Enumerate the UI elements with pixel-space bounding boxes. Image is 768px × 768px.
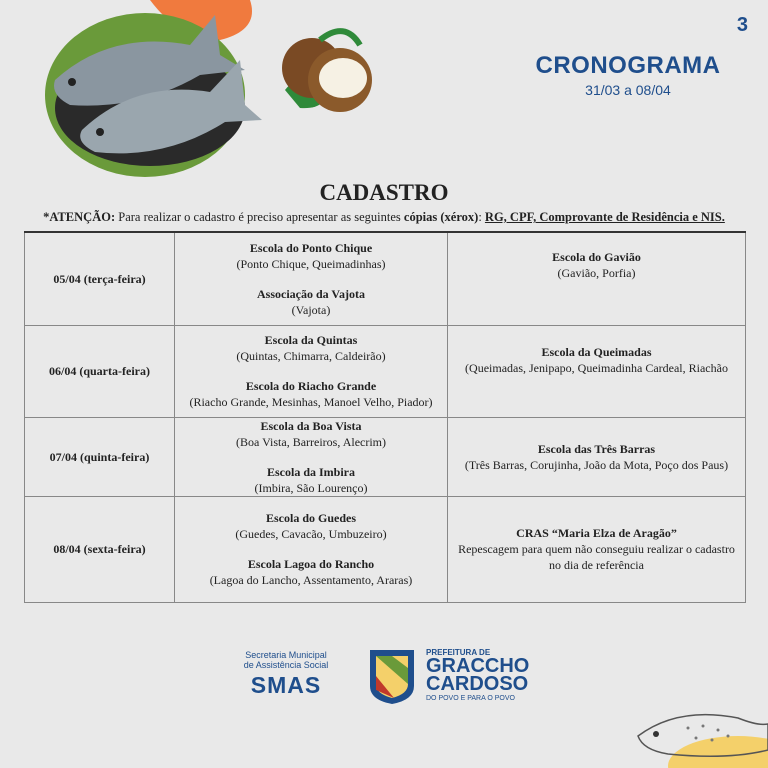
left-cell — [175, 496, 448, 602]
school-areas: (Lagoa do Lancho, Assentamento, Araras) — [209, 573, 413, 587]
row-date: 06/04 (quarta-feira) — [25, 325, 175, 417]
municipality-logo — [426, 648, 529, 702]
school-name: Associação da Vajota — [256, 286, 365, 301]
attention-label: *ATENÇÃO: — [43, 210, 116, 224]
school-name: Escola Lagoa do Rancho — [247, 557, 375, 571]
smas-line2: de Assistência Social — [243, 660, 329, 670]
school-name: Escola da Queimadas — [541, 344, 652, 359]
smas-line1: Secretaria Municipal — [245, 650, 327, 660]
header-title: CRONOGRAMA — [535, 52, 721, 79]
school-name: Escola das Três Barras — [537, 441, 656, 456]
attention-text: Para realizar o cadastro é preciso apresentar as seguintes — [115, 210, 404, 224]
school-name: Escola do Guedes — [265, 511, 356, 525]
left-cell — [175, 325, 448, 417]
school-areas: Repescagem para quem não conseguiu realizar o cadastro — [458, 542, 735, 556]
gc-prefix: PREFEITURA DE — [426, 648, 491, 657]
smas-logo — [238, 650, 334, 699]
gc-slogan: DO POVO E PARA O POVO — [426, 695, 515, 702]
school-name: Escola da Imbira — [266, 464, 355, 479]
school-areas: (Queimadas, Jenipapo, Queimadinha Cardeal, Riachão — [465, 360, 728, 375]
table-row — [25, 232, 746, 325]
section-title: CADASTRO — [319, 180, 449, 205]
footer-logos — [238, 642, 538, 712]
decorative-fish-sketch-icon — [628, 688, 768, 768]
school-name: Escola do Gavião — [552, 250, 641, 264]
school-name: Escola do Riacho Grande — [245, 379, 377, 393]
school-areas: (Guedes, Cavacão, Umbuzeiro) — [235, 527, 387, 541]
coconut-icon — [282, 31, 372, 112]
gc-line1: GRACCHO — [426, 655, 530, 677]
school-name: CRAS “Maria Elza de Aragão” — [516, 526, 677, 540]
gc-line2: CARDOSO — [426, 673, 529, 695]
school-areas: (Vajota) — [291, 302, 331, 317]
school-areas: (Boa Vista, Barreiros, Alecrim) — [235, 434, 387, 449]
school-name: Escola da Boa Vista — [260, 418, 362, 433]
smas-name: SMAS — [250, 672, 322, 698]
school-name: Escola do Ponto Chique — [249, 240, 373, 255]
right-cell — [448, 417, 746, 496]
page-number: 3 — [736, 14, 748, 36]
school-areas: (Riacho Grande, Mesinhas, Manoel Velho, Piador) — [189, 395, 433, 409]
attention-notice — [0, 210, 768, 225]
school-areas-cont: no dia de referência — [549, 558, 644, 572]
school-areas: (Gavião, Porfia) — [557, 266, 636, 280]
row-date: 05/04 (terça-feira) — [25, 232, 175, 325]
table-row — [25, 496, 746, 602]
school-name: Escola da Quintas — [264, 333, 358, 347]
school-areas: (Quintas, Chimarra, Caldeirão) — [236, 349, 386, 363]
right-cell — [448, 496, 746, 602]
right-cell — [448, 232, 746, 325]
attention-copies: cópias (xérox) — [403, 210, 479, 224]
header — [518, 52, 738, 98]
school-areas: (Três Barras, Corujinha, João da Mota, Poço dos Paus) — [464, 457, 729, 472]
table-row — [25, 417, 746, 496]
row-date: 08/04 (sexta-feira) — [25, 496, 175, 602]
table-row — [25, 325, 746, 417]
attention-docs: RG, CPF, Comprovante de Residência e NIS. — [484, 210, 725, 224]
municipal-emblem-icon — [364, 646, 420, 706]
right-cell — [448, 325, 746, 417]
school-areas: (Ponto Chique, Queimadinhas) — [236, 256, 386, 271]
school-areas: (Imbira, São Lourenço) — [254, 480, 368, 495]
left-cell — [175, 417, 448, 496]
schedule-table — [24, 231, 746, 603]
row-date: 07/04 (quinta-feira) — [25, 417, 175, 496]
left-cell — [175, 232, 448, 325]
attention-colon: : — [478, 210, 485, 224]
fish-coconut-illustration — [0, 0, 420, 190]
header-dates: 31/03 a 08/04 — [585, 82, 671, 98]
